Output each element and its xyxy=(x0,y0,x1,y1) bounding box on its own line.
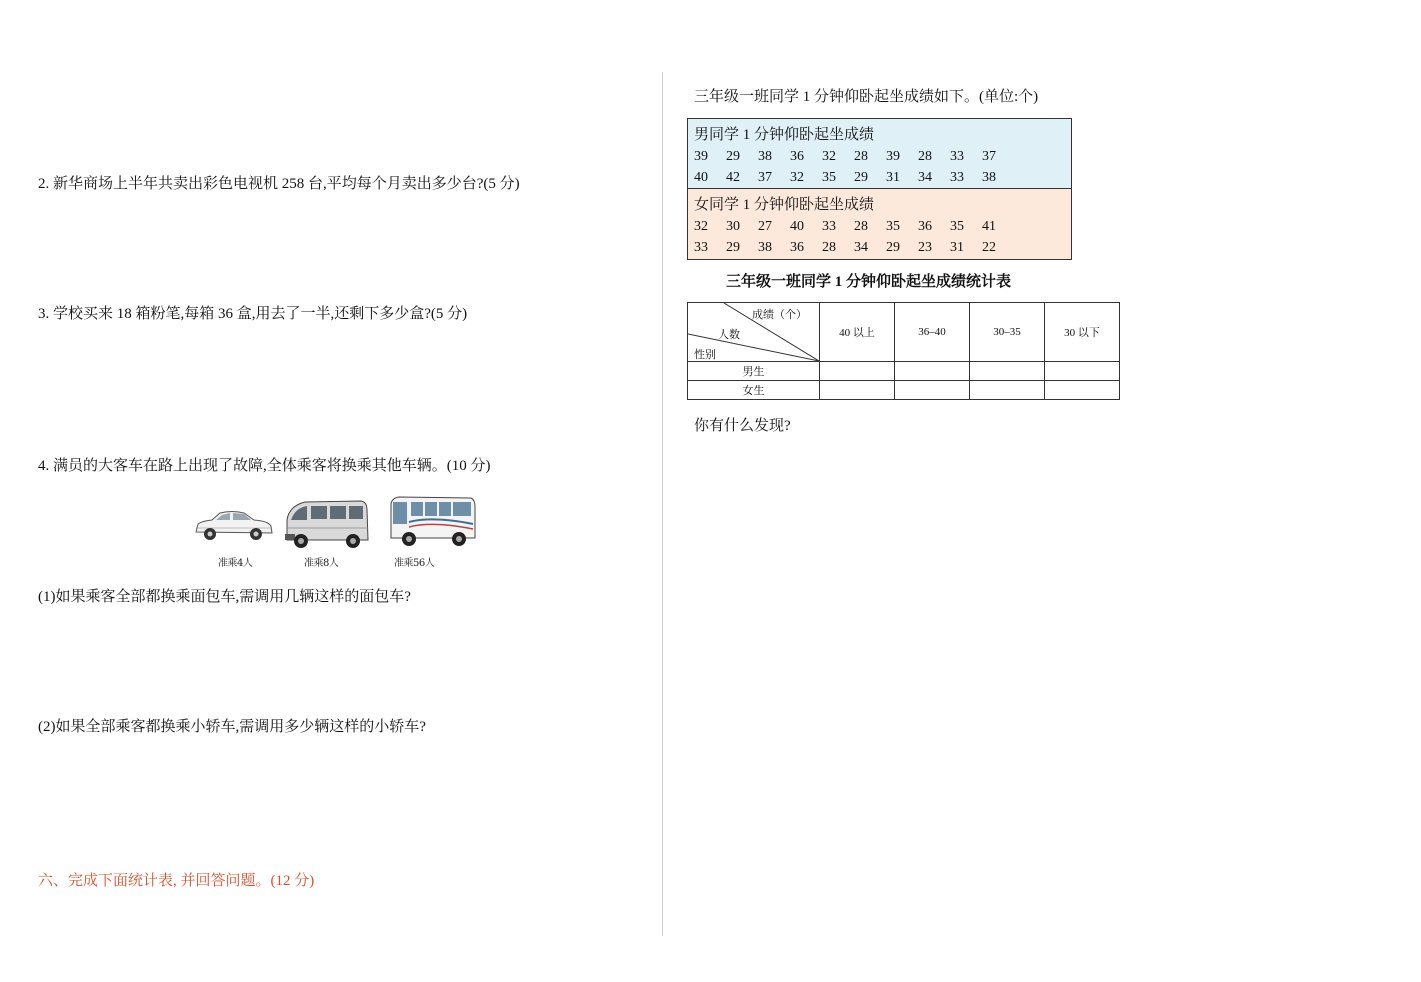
car-caption: 准乘4人 xyxy=(218,558,253,569)
answer-cell[interactable] xyxy=(895,381,970,400)
score-cell: 31 xyxy=(950,240,964,255)
score-cell: 36 xyxy=(790,149,804,164)
corner-count-label: 人数 xyxy=(718,329,740,341)
answer-cell[interactable] xyxy=(820,381,895,400)
corner-score-label: 成绩（个） xyxy=(752,309,807,321)
vehicle-illustration xyxy=(190,494,480,568)
score-data-box xyxy=(687,118,1072,260)
question-4-1: (1)如果乘客全部都换乘面包车,需调用几辆这样的面包车? xyxy=(38,589,411,605)
score-cell: 37 xyxy=(758,170,772,185)
bus-caption: 准乘56人 xyxy=(394,558,435,569)
question-3: 3. 学校买来 18 箱粉笔,每箱 36 盒,用去了一半,还剩下多少盒?(5 分) xyxy=(38,306,468,322)
answer-cell[interactable] xyxy=(1045,381,1120,400)
answer-cell[interactable] xyxy=(970,362,1045,381)
intro-text: 三年级一班同学 1 分钟仰卧起坐成绩如下。(单位:个) xyxy=(694,89,1039,105)
score-cell: 41 xyxy=(982,219,996,234)
boys-title: 男同学 1 分钟仰卧起坐成绩 xyxy=(694,127,875,143)
column-header: 36–40 xyxy=(895,303,970,362)
corner-header-cell xyxy=(688,303,820,362)
score-cell: 29 xyxy=(886,240,900,255)
table-row xyxy=(688,381,1120,400)
score-cell: 35 xyxy=(950,219,964,234)
score-cell: 28 xyxy=(854,219,868,234)
score-cell: 33 xyxy=(950,149,964,164)
stat-table-title: 三年级一班同学 1 分钟仰卧起坐成绩统计表 xyxy=(726,274,1012,290)
score-cell: 33 xyxy=(694,240,708,255)
score-cell: 28 xyxy=(918,149,932,164)
score-cell: 31 xyxy=(886,170,900,185)
score-cell: 36 xyxy=(790,240,804,255)
score-cell: 29 xyxy=(726,240,740,255)
score-cell: 39 xyxy=(694,149,708,164)
column-divider xyxy=(662,72,663,936)
van-caption: 准乘8人 xyxy=(304,558,339,569)
score-cell: 35 xyxy=(886,219,900,234)
column-header: 30–35 xyxy=(970,303,1045,362)
score-cell: 35 xyxy=(822,170,836,185)
column-header: 30 以下 xyxy=(1045,303,1120,362)
discovery-question: 你有什么发现? xyxy=(694,418,791,434)
score-cell: 36 xyxy=(918,219,932,234)
score-cell: 40 xyxy=(694,170,708,185)
score-cell: 30 xyxy=(726,219,740,234)
score-cell: 38 xyxy=(982,170,996,185)
row-label: 男生 xyxy=(688,362,820,381)
answer-cell[interactable] xyxy=(895,362,970,381)
girls-scores xyxy=(688,189,1071,259)
score-cell: 28 xyxy=(854,149,868,164)
score-cell: 23 xyxy=(918,240,932,255)
score-cell: 39 xyxy=(886,149,900,164)
score-cell: 38 xyxy=(758,149,772,164)
van-icon xyxy=(283,498,371,550)
score-cell: 22 xyxy=(982,240,996,255)
score-cell: 33 xyxy=(822,219,836,234)
question-2: 2. 新华商场上半年共卖出彩色电视机 258 台,平均每个月卖出多少台?(5 分) xyxy=(38,176,520,192)
score-cell: 27 xyxy=(758,219,772,234)
girls-title: 女同学 1 分钟仰卧起坐成绩 xyxy=(694,197,875,213)
section-6-heading: 六、完成下面统计表, 并回答问题。(12 分) xyxy=(38,873,315,889)
car-icon xyxy=(192,508,274,544)
score-cell: 33 xyxy=(950,170,964,185)
stat-table xyxy=(687,302,1120,400)
column-header: 40 以上 xyxy=(820,303,895,362)
score-cell: 38 xyxy=(758,240,772,255)
answer-cell[interactable] xyxy=(970,381,1045,400)
answer-cell[interactable] xyxy=(820,362,895,381)
score-cell: 40 xyxy=(790,219,804,234)
score-cell: 29 xyxy=(726,149,740,164)
answer-cell[interactable] xyxy=(1045,362,1120,381)
boys-scores xyxy=(688,119,1071,189)
score-cell: 37 xyxy=(982,149,996,164)
score-cell: 34 xyxy=(854,240,868,255)
score-cell: 42 xyxy=(726,170,740,185)
score-cell: 28 xyxy=(822,240,836,255)
score-cell: 32 xyxy=(790,170,804,185)
table-row xyxy=(688,362,1120,381)
row-label: 女生 xyxy=(688,381,820,400)
question-4-2: (2)如果全部乘客都换乘小轿车,需调用多少辆这样的小轿车? xyxy=(38,719,426,735)
score-cell: 29 xyxy=(854,170,868,185)
bus-icon xyxy=(387,494,477,550)
question-4: 4. 满员的大客车在路上出现了故障,全体乘客将换乘其他车辆。(10 分) xyxy=(38,458,491,474)
corner-gender-label: 性别 xyxy=(694,349,716,361)
score-cell: 32 xyxy=(822,149,836,164)
score-cell: 32 xyxy=(694,219,708,234)
score-cell: 34 xyxy=(918,170,932,185)
